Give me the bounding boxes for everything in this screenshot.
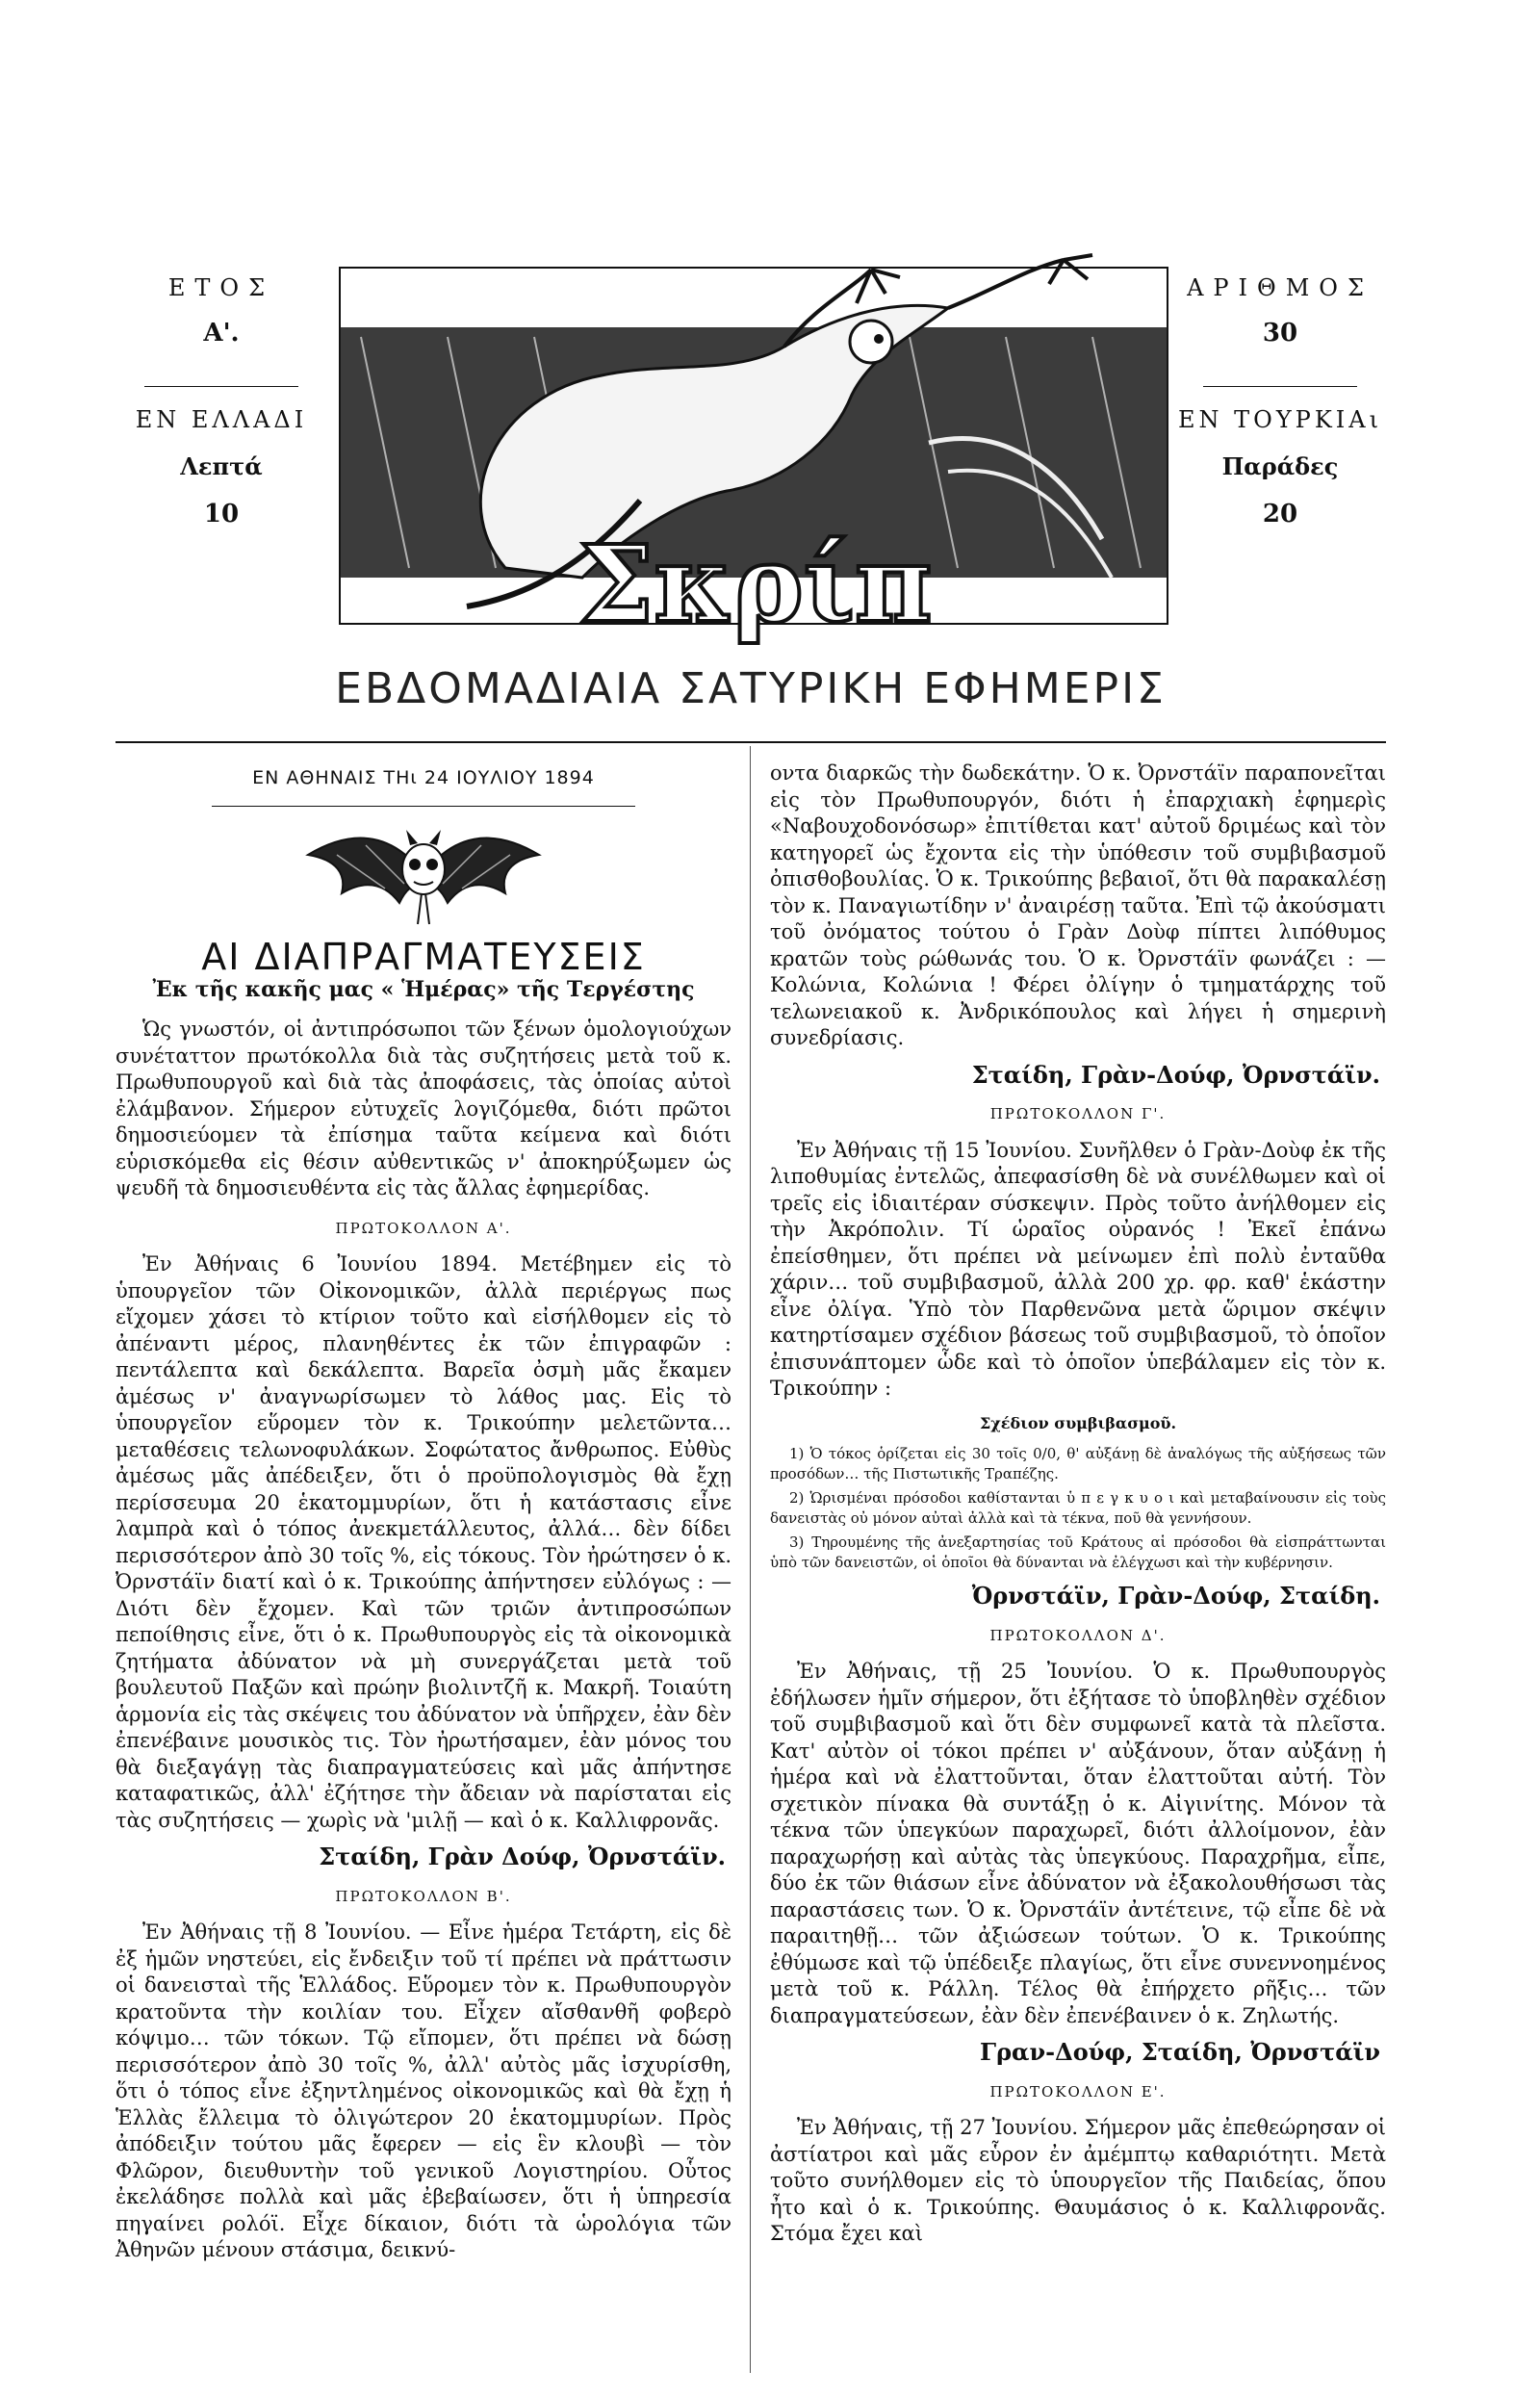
protocol-c-heading: ΠΡΩΤΟΚΟΛΛΟΝ Γ'. (989, 1105, 1167, 1122)
right-column (770, 760, 1386, 2248)
dateline-rule (212, 806, 635, 807)
price-value-right: 20 (1262, 500, 1298, 528)
intro-paragraph: Ὡς γνωστόν, οἱ ἀντιπρόσωποι τῶν ξένων ὁμολογιούχων συνέταττον πρωτόκολλα διὰ τὰς συζητήσεις μετὰ τοῦ κ. Πρωθυπουργοῦ καὶ διὰ τὰς ἀποφάσεις, τὰς ὁποίας αὐτοὶ ἐλάμβανον. Σήμερον εὐτυχεῖς λογιζόμεθα, διότι πρῶτοι δημοσιεύομεν τὰ ἐπίσημα ταῦτα κείμενα καὶ διότι εὑρισκόμεθα εἰς θέσιν αὐθεντικῶς ν' ἀποκηρύξωμεν ὡς ψευδῆ τὰ δημοσιευθέντα εἰς τὰς ἄλλας ἐφημερίδας. (116, 1018, 732, 1199)
article-title: ΑΙ ΔΙΑΠΡΑΓΜΑΤΕΥΣΕΙΣ (201, 936, 646, 978)
protocol-b-text: Ἐν Ἀθήναις τῇ 8 Ἰουνίου. — Εἶνε ἡμέρα Τετάρτη, εἰς δὲ ἐξ ἡμῶν νηστεύει, εἰς ἔνδειξιν τοῦ τί πρέπει νὰ πράττωσιν οἱ δανεισταὶ τῆς Ἑλλάδος. Εὕρομεν τὸν κ. Πρωθυπουργὸν κρατοῦντα τὴν κοιλίαν του. Εἶχεν αἴσθανθῆ φοβερὸ κόψιμο… τῶν τόκων. Τῷ εἴπομεν, ὅτι πρέπει νὰ δώσῃ περισσότερον ἀπὸ 30 τοῖς %, ἀλλ' αὐτὸς μᾶς ἰσχυρίσθη, ὅτι ὁ τόπος εἶνε ἐξηντλημένος οἰκονομικῶς καὶ θὰ ἔχῃ ἡ Ἑλλὰς ἔλλειμα τὸ ὀλιγώτερον 20 ἑκατομμυρίων. Πρὸς ἀπόδειξιν τούτου μᾶς ἔφερεν — εἰς ἓν κλουβὶ — τὸν Φλῶρον, διευθυντὴν τοῦ γενικοῦ Λογιστηρίου. Οὗτος ἐκελάδησε πολλὰ καὶ μᾶς ἐβεβαίωσεν, ὅτι ἡ ὑπηρεσία πηγαίνει ρολόϊ. Εἶχε δίκαιον, διότι τὰ ὡρολόγια τῶν Ἀθηνῶν μένουν στάσιμα, δεικνύ- (116, 1920, 732, 2261)
protocol-a-signature: Σταίδη, Γρὰν Δούφ, Ὀρνστάϊν. (319, 1843, 726, 1870)
article-subtitle: Ἐκ τῆς κακῆς μας « Ἡμέρας» τῆς Τεργέστης (152, 976, 695, 1002)
protocol-c-text: Ἐν Ἀθήναις τῇ 15 Ἰουνίου. Συνῆλθεν ὁ Γρὰν-Δοὺφ ἐκ τῆς λιποθυμίας ἐντελῶς, ἀπεφασίσθη δὲ νὰ συνέλθωμεν καὶ οἱ τρεῖς εἰς ἰδιαιτέραν σύσκεψιν. Πρὸς τοῦτο ἀνήλθομεν εἰς τὴν Ἀκρόπολιν. Τί ὡραῖος οὐρανός ! Ἐκεῖ ἐπάνω ἐπείσθημεν, ὅτι πρέπει νὰ μείνωμεν ἐπὶ πολὺ ἐνταῦθα χάριν… τοῦ συμβιβασμοῦ, ἀλλὰ 200 χρ. φρ. καθ' ἑκάστην εἶνε ὀλίγα. Ὑπὸ τὸν Παρθενῶνα μετὰ ὥριμον σκέψιν κατηρτίσαμεν σχέδιον βάσεως τοῦ συμβιβασμοῦ, τὸ ὁποῖον ἐπισυνάπτομεν ὧδε καὶ τὸ ὁποῖον ὑπεβάλαμεν εἰς τὸν κ. Τρικούπην : (770, 1138, 1386, 1400)
plan-item-2: 2) Ὡρισμέναι πρόσοδοι καθίστανται ὑ π ε γ κ υ ο ι καὶ μεταβαίνουσιν εἰς τοὺς δανειστὰς οὐ μόνον αὐταὶ ἀλλὰ καὶ τὰ τέκνα, ποῦ θὰ γεννήσουν. (770, 1489, 1386, 1527)
right-divider (1203, 386, 1357, 387)
logo-text: Σκρίπ (578, 522, 933, 646)
column-divider (750, 746, 751, 2373)
continuation-signature: Σταίδη, Γρὰν-Δούφ, Ὀρνστάϊν. (971, 1060, 1380, 1089)
masthead-illustration (332, 250, 1179, 655)
protocol-c-signature: Ὀρνστάϊν, Γρὰν-Δούφ, Σταίδη. (971, 1582, 1380, 1610)
year-label: ΕΤΟΣ (167, 274, 275, 301)
plan-item-1: 1) Ὁ τόκος ὁρίζεται εἰς 30 τοῖς 0/0, θ' αὐξάνῃ δὲ ἀναλόγως τῆς αὐξήσεως τῶν προσόδων… τῆς Πιστωτικῆς Τραπέζης. (770, 1445, 1386, 1482)
region-right: ΕΝ ΤΟΥΡΚΙΑι (1178, 406, 1382, 433)
year-value: Α'. (203, 319, 240, 348)
protocol-a-heading: ΠΡΩΤΟΚΟΛΛΟΝ Α'. (335, 1219, 512, 1237)
masthead-rule (116, 741, 1386, 743)
plan-item-3: 3) Τηρουμένης τῆς ἀνεξαρτησίας τοῦ Κράτους αἱ πρόσοδοι θὰ εἰσπράττωνται ὑπὸ τῶν δανειστῶν, οἱ ὁποῖοι θὰ δύνανται νὰ ἐλέγχωσι καὶ τὴν κυβέρνησιν. (770, 1534, 1386, 1571)
protocol-d-text: Ἐν Ἀθήναις, τῇ 25 Ἰουνίου. Ὁ κ. Πρωθυπουργὸς ἐδήλωσεν ἡμῖν σήμερον, ὅτι ἐξήτασε τὸ ὑποβληθὲν σχέδιον τοῦ συμβιβασμοῦ καὶ ὅτι δὲν συμφωνεῖ κατὰ τὰ πλεῖστα. Κατ' αὐτὸν οἱ τόκοι πρέπει ν' αὐξάνουν, ὅταν αὐξάνῃ ἡ ἡμέρα καὶ νὰ ἐλαττοῦνται, ὅταν ἐλαττοῦται αὐτή. Τὸν σχετικὸν πίνακα θὰ συντάξῃ ὁ κ. Αἰγινίτης. Μόνον τὰ τέκνα τῶν ὑπεγκύων παραχωρεῖ, διότι ἀλλοίμονον, ἐὰν παραχωρήσῃ καὶ αὐτὰς τὰς ὑπεγκύους. Παραχρῆμα, εἶπε, δύο ἐκ τῶν θιάσων εἶνε ἀδύνατον νὰ ἐξακολουθήσωσι τὰς παραστάσεις των. Ὁ κ. Ὀρνστάϊν ἀντέτεινε, τῷ εἶπε δὲ νὰ παραιτηθῇ… τῶν ἀξιώσεων τούτων. Ὁ κ. Τρικούπης ἐθύμωσε καὶ τῷ ὑπέδειξε πλαγίως, ὅτι εἶνε συνεννοημένος μετὰ τοῦ κ. Ράλλη. Τέλος θὰ ἐπήρχετο ρῆξις… τῶν διαπραγματεύσεων, ἐὰν δὲν ἐπενέβαινεν ὁ κ. Ζηλωτής. (770, 1660, 1386, 2027)
protocol-e-heading: ΠΡΩΤΟΚΟΛΛΟΝ Ε'. (989, 2082, 1167, 2101)
continuation-text: οντα διαρκῶς τὴν δωδεκάτην. Ὁ κ. Ὀρνστάϊν παραπονεῖται εἰς τὸν Πρωθυπουργόν, διότι ἡ ἐπαρχιακὴ ἐφημερὶς «Ναβουχοδονόσωρ» ἐπιτίθεται κατ' αὐτοῦ δριμέως καὶ τὸν κατηγορεῖ ὡς ἔχοντα εἰς τὴν ὑπόθεσιν τοῦ συμβιβασμοῦ ὀπισθοβουλίας. Ὁ κ. Τρικούπης βεβαιοῖ, ὅτι θὰ παρακαλέσῃ τὸν κ. Παναγιωτίδην ν' ἀναιρέσῃ ταῦτα. Ἐπὶ τῷ ἀκούσματι τοῦ ὀνόματος τούτου ὁ Γρὰν Δοὺφ πίπτει λιπόθυμος κρατῶν τοὺς ρώθωνάς του. Ὁ κ. Ὀρνστάϊν φωνάζει : — Κολώνια, Κολώνια ! Φέρει ὀλίγην ὁ τμηματάρχης τοῦ τελωνειακοῦ κ. Ἀνδρικόπουλος καὶ λήγει ἡ σημερινὴ συνεδρίασις. (770, 761, 1386, 1049)
plan-heading: Σχέδιον συμβιβασμοῦ. (979, 1413, 1177, 1432)
price-value-left: 10 (203, 500, 240, 528)
price-label-right: Παράδες (1221, 452, 1339, 480)
bat-illustration (116, 816, 732, 940)
price-label-left: Λεπτά (180, 452, 263, 480)
number-value: 30 (1262, 319, 1298, 348)
protocol-a-text: Ἐν Ἀθήναις 6 Ἰουνίου 1894. Μετέβημεν εἰς τὸ ὑπουργεῖον τῶν Οἰκονομικῶν, ἀλλὰ περιέργως πως εἴχομεν χάσει τὸ κτίριον τοῦτο καὶ εἰσήλθομεν εἰς τὸ ἀπέναντι μέρος, πλανηθέντες ἐκ τῶν ἐπιγραφῶν : πεντάλεπτα καὶ δεκάλεπτα. Βαρεῖα ὀσμὴ μᾶς ἔκαμεν ἀμέσως ν' ἀναγνωρίσωμεν τὸ λάθος μας. Εἰς τὸ ὑπουργεῖον εὕρομεν τὸν κ. Τρικούπην μελετῶντα… μεταθέσεις τελωνοφυλάκων. Σοφώτατος ἄνθρωπος. Εὐθὺς ἀμέσως μᾶς ἀπέδειξεν, ὅτι ὁ προϋπολογισμὸς θὰ ἔχῃ περίσσευμα 20 ἑκατομμυρίων, ὅτι ἡ κατάστασις εἶνε λαμπρὰ καὶ ὁ τόπος ἀνεκμετάλλευτος, ἀλλά… δὲν δίδει περισσότερον ἀπὸ 30 τοῖς %, εἰς τόκους. Τὸν ἠρώτησεν ὁ κ. Ὀρνστάϊν διατί καὶ ὁ κ. Τρικούπης ἀπήντησεν εὐλόγως : — Διότι δὲν ἔχομεν. Καὶ τῶν τριῶν ἀντιπροσώπων πεποίθησις εἶνε, ὅτι ὁ κ. Πρωθυπουργὸς εἰς τὰ οἰκονομικὰ ζητήματα ἀδύνατον νὰ μὴ συνεργάζεται μετὰ τοῦ βουλευτοῦ Παξῶν καὶ πρώην βιολιντζῆ κ. Μακρῆ. Τοιαύτη ἁρμονία εἰς τὰς σκέψεις του ἀδύνατον νὰ ὑπῆρχεν, ἐὰν δὲν ἐπενέβαινε μουσικὸς τις. Τὸν ἠρωτήσαμεν, ἐὰν μόνος του θὰ διεξαγάγῃ τὰς διαπραγματεύσεις καὶ μᾶς ἀπήντησε καταφατικῶς, ἀλλ' ἐζήτησε τὴν ἄδειαν νὰ παρίσταται εἰς τὰς συζητήσεις — χωρὶς νὰ 'μιλῇ — καὶ ὁ κ. Καλλιφρονᾶς. (116, 1252, 732, 1832)
protocol-d-heading: ΠΡΩΤΟΚΟΛΛΟΝ Δ'. (989, 1626, 1167, 1644)
protocol-d-signature: Γραν-Δούφ, Σταίδη, Ὀρνστάϊν (980, 2038, 1380, 2066)
protocol-b-heading: ΠΡΩΤΟΚΟΛΛΟΝ Β'. (335, 1887, 512, 1905)
left-column (116, 765, 732, 2264)
tagline: ΕΒΔΟΜΑΔΙΑΙΑ ΣΑΤΥΡΙΚΗ ΕΦΗΜΕΡΙΣ (335, 664, 1167, 713)
protocol-e-text: Ἐν Ἀθήναις, τῇ 27 Ἰουνίου. Σήμερον μᾶς ἐπεθεώρησαν οἱ ἀστίατροι καὶ μᾶς εὗρον ἐν ἀμέμπτῳ καθαριότητι. Μετὰ τοῦτο συνήλθομεν εἰς τὸ ὑπουργεῖον τῆς Παιδείας, ὅπου ἦτο καὶ ὁ κ. Τρικούπης. Θαυμάσιος ὁ κ. Καλλιφρονᾶς. Στόμα ἔχει καὶ (770, 2116, 1386, 2245)
left-divider (144, 386, 298, 387)
region-left: ΕΝ ΕΛΛΑΔΙ (135, 406, 308, 433)
masthead-right (1169, 274, 1391, 528)
dateline: ΕΝ ΑΘΗΝΑΙΣ ΤΗι 24 ΙΟΥΛΙΟΥ 1894 (252, 767, 595, 788)
number-label: ΑΡΙΘΜΟΣ (1187, 274, 1373, 301)
plan-list (770, 1444, 1386, 1573)
masthead-left (116, 274, 327, 528)
